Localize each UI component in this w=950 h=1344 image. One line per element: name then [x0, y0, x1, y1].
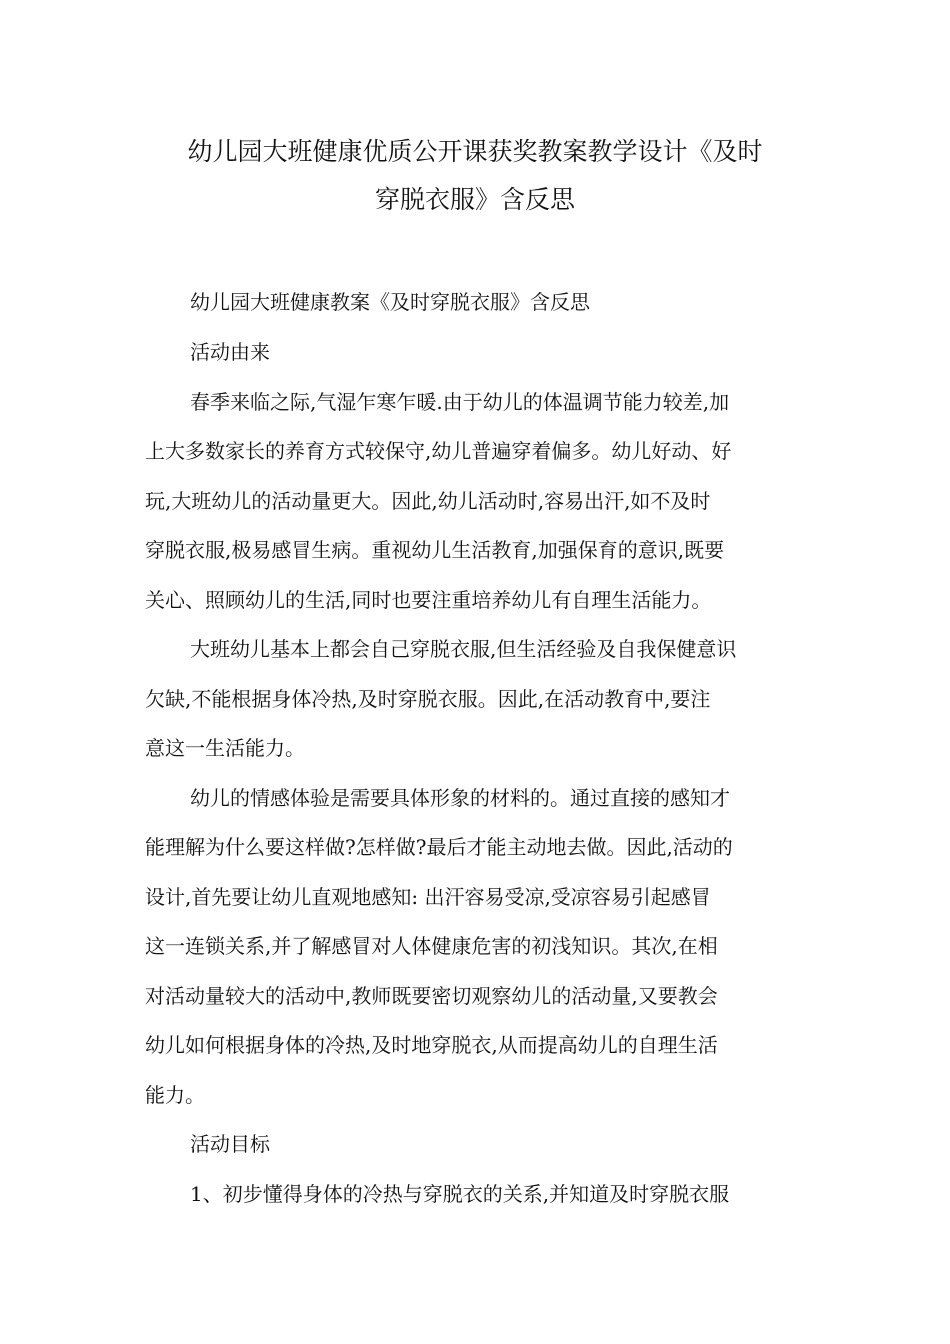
title-line-2: 穿脱衣服》含反思 — [374, 185, 575, 214]
paragraph-line: 大班幼儿基本上都会自己穿脱衣服,但生活经验及自我保健意识 — [190, 637, 737, 661]
paragraph-line: 幼儿的情感体验是需要具体形象的材料的。通过直接的感知才 — [190, 786, 730, 810]
paragraph-line: 设计,首先要让幼儿直观地感知: 出汗容易受凉,受凉容易引起感冒 — [145, 885, 711, 909]
paragraph-line: 1、初步懂得身体的冷热与穿脱衣的关系,并知道及时穿脱衣服 — [190, 1182, 730, 1206]
paragraph-line: 上大多数家长的养育方式较保守,幼儿普遍穿着偏多。幼儿好动、好 — [145, 439, 732, 463]
paragraph-line: 这一连锁关系,并了解感冒对人体健康危害的初浅知识。其次,在相 — [145, 934, 718, 958]
paragraph-line: 能理解为什么要这样做?怎样做?最后才能主动地去做。因此,活动的 — [145, 835, 733, 859]
document-title — [145, 128, 805, 224]
paragraph-line: 春季来临之际,气湿乍寒乍暖.由于幼儿的体温调节能力较差,加 — [190, 390, 730, 414]
paragraph-line: 玩,大班幼儿的活动量更大。因此,幼儿活动时,容易出汗,如不及时 — [145, 489, 711, 513]
paragraph-line: 幼儿如何根据身体的冷热,及时地穿脱衣,从而提高幼儿的自理生活 — [145, 1033, 718, 1057]
subtitle-line: 幼儿园大班健康教案《及时穿脱衣服》含反思 — [190, 290, 590, 314]
section-heading: 活动由来 — [190, 340, 270, 364]
paragraph-line: 关心、照顾幼儿的生活,同时也要注重培养幼儿有自理生活能力。 — [145, 588, 712, 612]
paragraph-line: 能力。 — [145, 1083, 205, 1107]
paragraph-line: 穿脱衣服,极易感冒生病。重视幼儿生活教育,加强保育的意识,既要 — [145, 538, 725, 562]
paragraph-line: 对活动量较大的活动中,教师既要密切观察幼儿的活动量,又要教会 — [145, 984, 718, 1008]
paragraph-line: 欠缺,不能根据身体冷热,及时穿脱衣服。因此,在活动教育中,要注 — [145, 687, 711, 711]
section-heading: 活动目标 — [190, 1132, 270, 1156]
paragraph-line: 意这一生活能力。 — [145, 736, 305, 760]
title-line-1: 幼儿园大班健康优质公开课获奖教案教学设计《及时 — [187, 137, 763, 166]
